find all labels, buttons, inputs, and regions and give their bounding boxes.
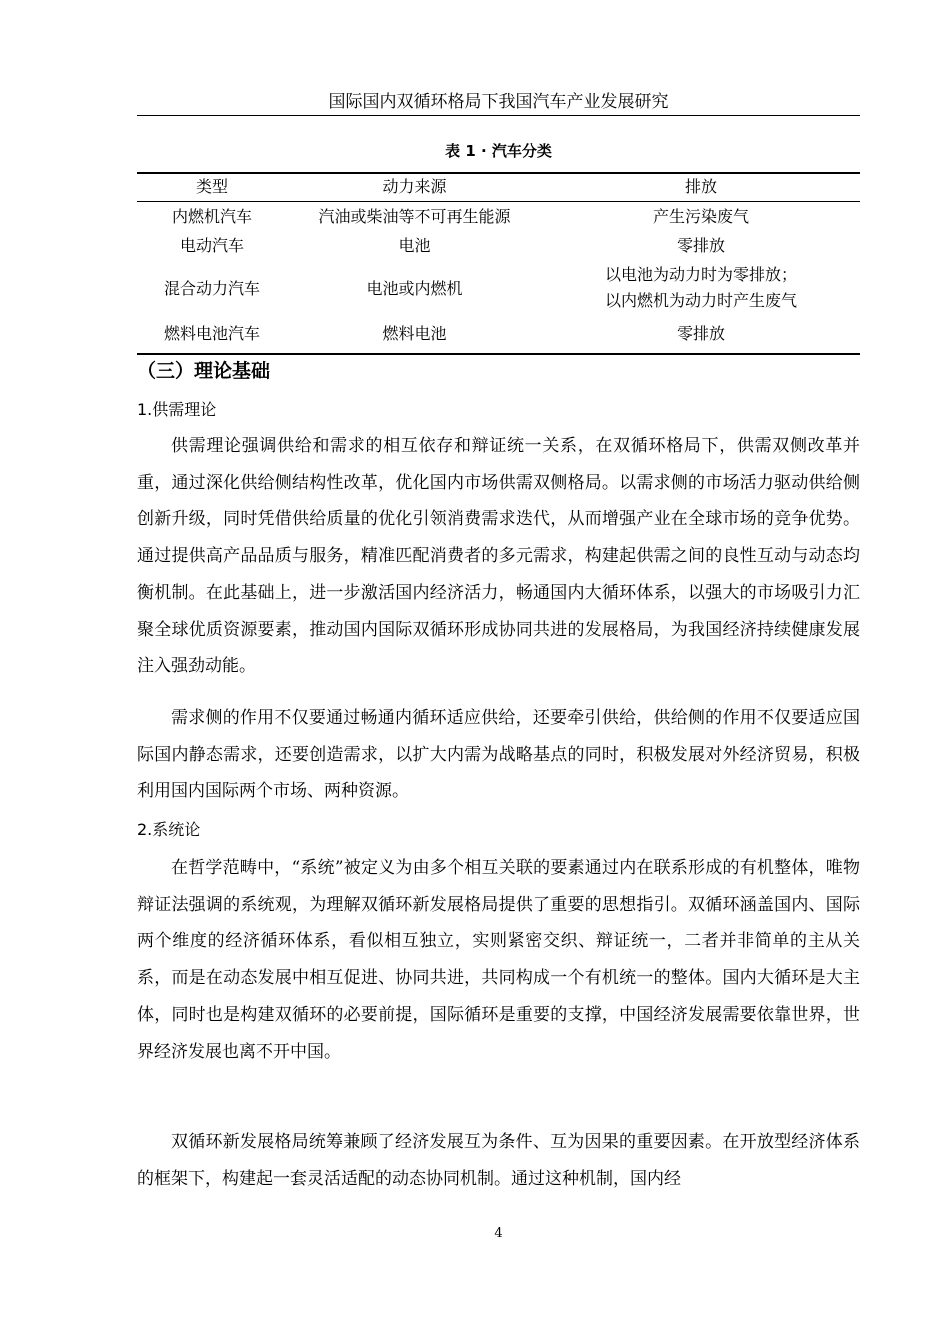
cell-type: 燃料电池汽车 <box>163 324 260 343</box>
page-number: 4 <box>494 1226 503 1241</box>
cell-emission <box>542 262 860 316</box>
cell-emission-line1: 以电池为动力时为零排放； <box>604 265 797 284</box>
table-row <box>137 319 860 348</box>
cell-power: 燃料电池 <box>382 324 447 343</box>
header-rule <box>137 115 860 116</box>
running-header: 国际国内双循环格局下我国汽车产业发展研究 <box>328 92 669 112</box>
cell-type: 混合动力汽车 <box>163 279 260 298</box>
subsection-heading-systems-theory: 2.系统论 <box>137 820 201 839</box>
paragraph: 供需理论强调供给和需求的相互依存和辩证统一关系，在双循环格局下，供需双侧改革并重，通过深化供给侧结构性改革，优化国内市场供需双侧格局。以需求侧的市场活力驱动供给侧创新升级，同时凭借供给质量的优化引领消费需求迭代，从而增强产业在全球市场的竞争优势。通过提供高产品品质与服务，精准匹配消费者的多元需求，构建起供需之间的良性互动与动态均衡机制。在此基础上，进一步激活国内经济活力，畅通国内大循环体系，以强大的市场吸引力汇聚全球优质资源要素，推动国内国际双循环形成协同共进的发展格局，为我国经济持续健康发展注入强劲动能。 <box>137 436 860 677</box>
cell-power: 电池 <box>398 236 431 255</box>
table-header-row <box>137 174 860 200</box>
table-caption: 表 1 · 汽车分类 <box>445 142 552 160</box>
paragraph: 双循环新发展格局统筹兼顾了经济发展互为条件、互为因果的重要因素。在开放型经济体系的框架下，构建起一套灵活适配的动态协同机制。通过这种机制，国内经 <box>137 1132 860 1189</box>
column-header-emission: 排放 <box>684 177 717 196</box>
table-row <box>137 203 860 231</box>
column-header-type: 类型 <box>195 177 228 196</box>
cell-emission: 零排放 <box>676 236 725 255</box>
column-header-power: 动力来源 <box>382 177 447 196</box>
paragraph: 在哲学范畴中，“系统”被定义为由多个相互关联的要素通过内在联系形成的有机整体，唯物辩证法强调的系统观，为理解双循环新发展格局提供了重要的思想指引。双循环涵盖国内、国际两个维度的经济循环体系，看似相互独立，实则紧密交织、辩证统一，二者并非简单的主从关系，而是在动态发展中相互促进、协同共进，共同构成一个有机统一的整体。国内大循环是大主体，同时也是构建双循环的必要前提，国际循环是重要的支撑，中国经济发展需要依靠世界，世界经济发展也离不开中国。 <box>137 858 860 1062</box>
cell-power: 汽油或柴油等不可再生能源 <box>318 207 511 226</box>
section-heading: （三）理论基础 <box>137 360 271 382</box>
cell-type: 内燃机汽车 <box>171 207 252 226</box>
cell-type: 电动汽车 <box>179 236 244 255</box>
table-row <box>137 262 860 316</box>
paragraph: 需求侧的作用不仅要通过畅通内循环适应供给，还要牵引供给，供给侧的作用不仅要适应国际国内静态需求，还要创造需求，以扩大内需为战略基点的同时，积极发展对外经济贸易，积极利用国内国际两个市场、两种资源。 <box>137 708 860 802</box>
table-row <box>137 231 860 260</box>
cell-emission-line2: 以内燃机为动力时产生废气 <box>604 291 797 310</box>
cell-power: 电池或内燃机 <box>366 279 463 298</box>
cell-emission: 产生污染废气 <box>652 207 749 226</box>
table-header-rule <box>137 201 860 202</box>
cell-emission: 零排放 <box>676 324 725 343</box>
table-bottom-rule <box>137 353 860 355</box>
subsection-heading-supply-demand: 1.供需理论 <box>137 400 217 419</box>
